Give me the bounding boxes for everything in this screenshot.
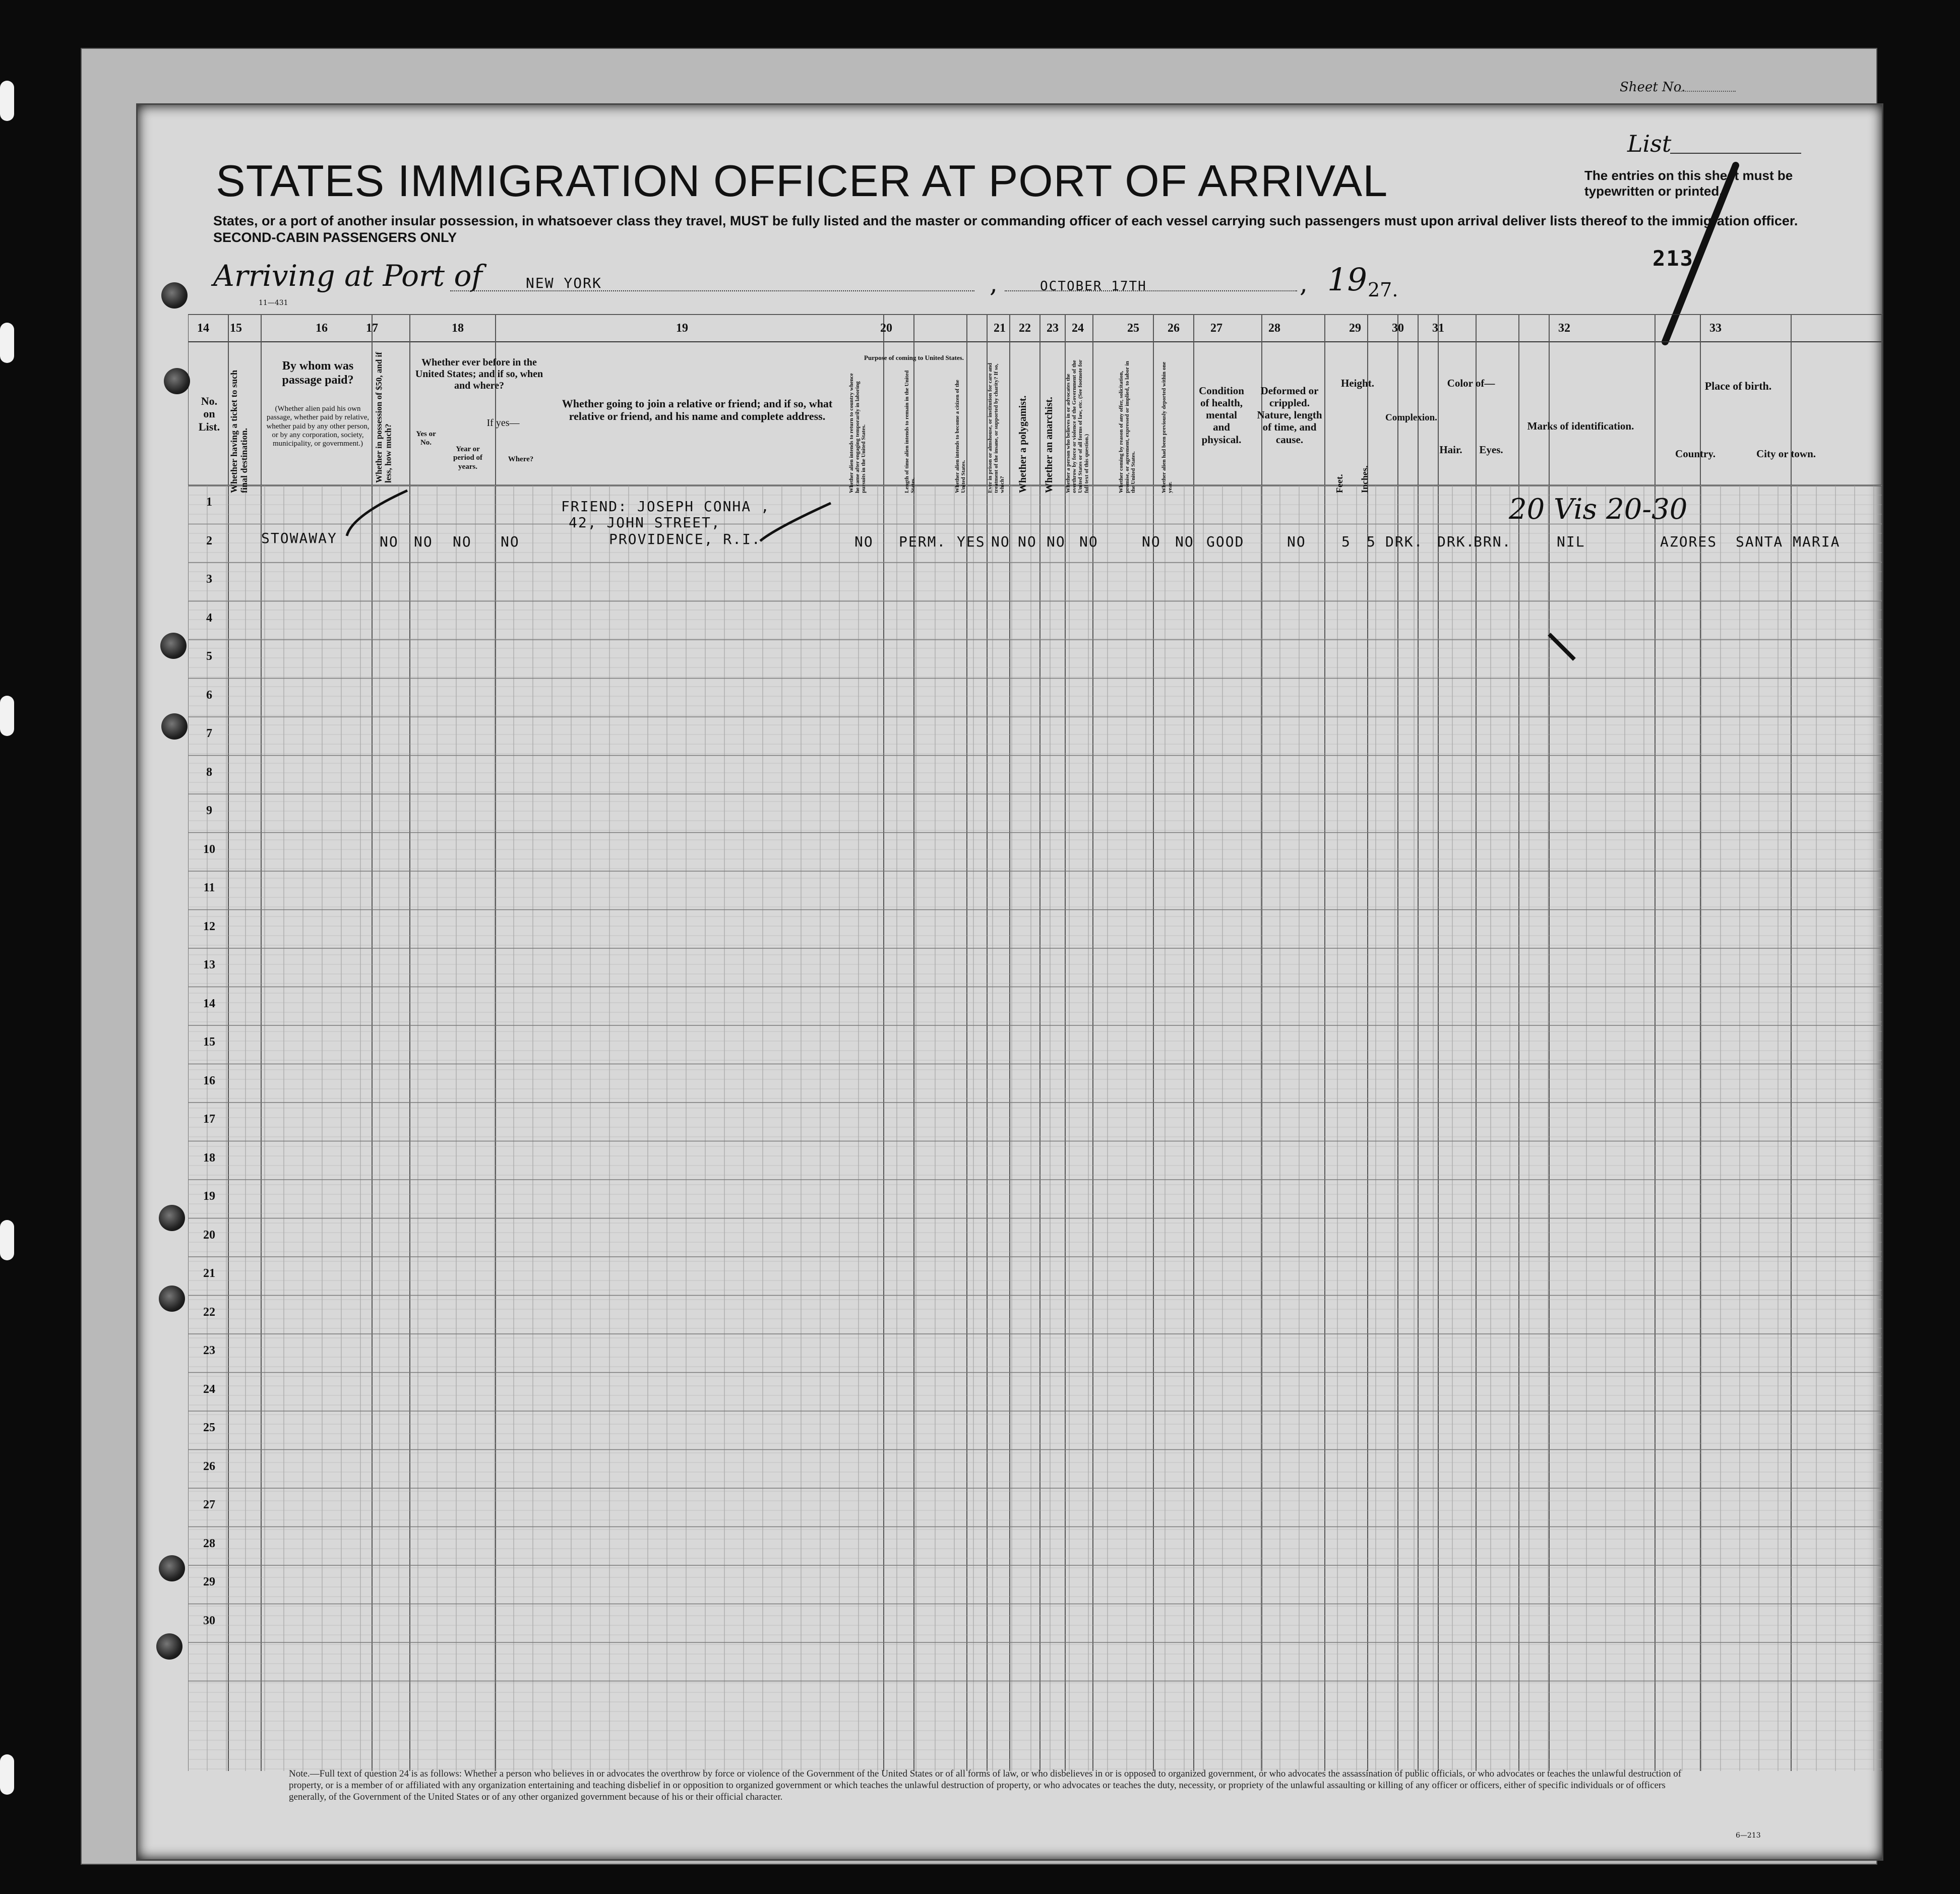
manifest-sheet xyxy=(136,80,1883,1861)
column-number: 28 xyxy=(1268,322,1280,335)
column-number: 27 xyxy=(1210,322,1222,335)
row-number: 17 xyxy=(203,1113,215,1126)
header-inches: Inches. xyxy=(1360,465,1370,493)
column-number: 24 xyxy=(1072,322,1084,335)
row-number: 15 xyxy=(203,1035,215,1049)
port-value: NEW YORK xyxy=(526,275,602,291)
header-anarchist: Whether an anarchist. xyxy=(1044,397,1055,493)
header-deformed: Deformed or crippled. Nature, length of time, and cause. xyxy=(1257,385,1322,446)
row-number: 25 xyxy=(203,1421,215,1434)
cell-before-yes-no: NO xyxy=(414,533,433,550)
header-return-intent: Whether alien intends to return to country whence he came after engaging temporarily in laboring pursuits in the United States. xyxy=(848,373,867,493)
column-number: 30 xyxy=(1392,322,1404,335)
row-number: 13 xyxy=(203,958,215,971)
list-line xyxy=(1670,153,1801,154)
date-value: OCTOBER 17TH xyxy=(1040,279,1147,294)
binder-tab xyxy=(0,1220,14,1260)
row-number: 12 xyxy=(203,920,215,933)
cell-citizen: YES xyxy=(957,533,986,550)
header-passage-paid: By whom was passage paid? xyxy=(282,359,354,387)
handwritten-annotation: 20 Vis 20-30 xyxy=(1509,493,1688,526)
row-number: 14 xyxy=(203,997,215,1010)
row-number: 10 xyxy=(203,842,215,856)
year-suffix: 27. xyxy=(1368,279,1398,301)
row-number: 28 xyxy=(203,1537,215,1550)
sheet-no-line xyxy=(1675,91,1736,92)
sheet-no-label: Sheet No. xyxy=(1620,80,1686,95)
header-hair: Hair. xyxy=(1439,444,1462,456)
header-complexion: Complexion. xyxy=(1385,412,1437,423)
header-possession: Whether in possession of $50, and if less, how much? xyxy=(374,352,393,483)
punch-hole xyxy=(161,713,188,740)
cell-deported: NO xyxy=(1175,533,1194,550)
column-number: 26 xyxy=(1168,322,1180,335)
header-before-us: Whether ever before in the United States; and if so, when and where? xyxy=(415,357,543,391)
header-passage-paid-note: (Whether alien paid his own passage, whether paid by relative, whether paid by any other person, or by any corporation, society, municipality, or government.) xyxy=(266,405,370,448)
header-where: Where? xyxy=(508,455,534,463)
cell-before-year: NO xyxy=(453,533,472,550)
cell-deformed: NO xyxy=(1287,533,1306,550)
header-length-stay: Length of time alien intends to remain in the United States. xyxy=(904,370,916,493)
punch-hole xyxy=(159,1286,185,1312)
check-mark xyxy=(755,498,836,548)
cell-passage-paid: STOWAWAY xyxy=(261,530,337,546)
row-number: 16 xyxy=(203,1074,215,1087)
header-place-of-birth: Place of birth. xyxy=(1704,380,1772,392)
row-number: 18 xyxy=(203,1151,215,1165)
row-number: 22 xyxy=(203,1305,215,1319)
row-number: 3 xyxy=(206,573,212,586)
comma: , xyxy=(1300,269,1308,298)
header-overthrow: Whether a person who believes in or advocates the overthrow by force or violence of the Government of the United States or of all forms of law, etc. (See footnote for full text of this question.) xyxy=(1065,359,1090,493)
cell-polygamist: NO xyxy=(1018,533,1037,550)
cell-anarchist: NO xyxy=(1047,533,1066,550)
check-mark xyxy=(342,485,412,541)
cell-inches: 5 xyxy=(1367,533,1376,550)
punch-hole xyxy=(159,1205,185,1231)
comma: , xyxy=(990,269,998,298)
column-number: 19 xyxy=(676,322,688,335)
manifest-grid xyxy=(188,314,1882,1771)
header-labor-offer: Whether coming by reason of any offer, solicitation, promise, or agreement, expressed or implied, to labor in the United States. xyxy=(1118,361,1137,493)
punch-hole xyxy=(159,1555,185,1581)
cell-overthrow: NO xyxy=(1079,533,1098,550)
header-city: City or town. xyxy=(1756,448,1816,460)
row-number: 6 xyxy=(206,688,212,702)
header-yes-no: Yes or No. xyxy=(416,430,436,447)
punch-hole xyxy=(160,633,187,659)
column-number: 31 xyxy=(1432,322,1444,335)
cell-prison: NO xyxy=(991,533,1010,550)
form-instructions: States, or a port of another insular possession, in whatsoever class they travel, MUST be fully listed and the master or commanding officer of each vessel carrying such passengers must upon arrival deliver lists thereof to the immigration officer. xyxy=(213,213,1798,228)
row-number: 24 xyxy=(203,1382,215,1396)
column-number: 17 xyxy=(366,322,378,335)
column-number: 29 xyxy=(1349,322,1361,335)
cell-health: GOOD xyxy=(1206,533,1245,550)
year-prefix: 19 xyxy=(1327,261,1367,298)
cell-marks: NIL xyxy=(1557,533,1585,550)
row-number: 29 xyxy=(203,1575,215,1588)
row-number: 2 xyxy=(206,534,212,547)
ink-mark xyxy=(1544,629,1584,669)
arriving-label: Arriving at Port of xyxy=(213,259,482,293)
cell-labor-offer: NO xyxy=(1142,533,1161,550)
cell-return-intent: NO xyxy=(854,533,874,550)
cell-eyes: BRN. xyxy=(1474,533,1512,550)
header-prison: Ever in prison or almshouse, or institution for care and treatment of the insane, or supported by charity? If so, which? xyxy=(987,362,1006,493)
header-deported: Whether alien had been previously deported within one year. xyxy=(1161,361,1174,493)
row-number: 4 xyxy=(206,611,212,625)
binder-tab xyxy=(0,696,14,736)
punch-hole xyxy=(156,1633,182,1660)
header-color: Color of— xyxy=(1447,377,1495,389)
form-title: STATES IMMIGRATION OFFICER AT PORT OF ARRIVAL xyxy=(216,156,1388,206)
column-number: 16 xyxy=(316,322,328,335)
header-join-friend: Whether going to join a relative or friend; and if so, what relative or friend, and his name and complete address. xyxy=(562,397,833,423)
column-number: 21 xyxy=(994,322,1006,335)
column-number: 14 xyxy=(197,322,209,335)
cell-possession: NO xyxy=(380,533,399,550)
binder-tab xyxy=(0,1754,14,1795)
column-number: 22 xyxy=(1019,322,1031,335)
header-country: Country. xyxy=(1675,448,1716,460)
header-eyes: Eyes. xyxy=(1479,444,1503,456)
header-purpose: Purpose of coming to United States. xyxy=(864,354,964,361)
column-number: 23 xyxy=(1047,322,1059,335)
column-number: 33 xyxy=(1709,322,1722,335)
cell-hair: DRK. xyxy=(1437,533,1476,550)
column-number: 18 xyxy=(452,322,464,335)
binder-tab xyxy=(0,81,14,121)
row-number: 26 xyxy=(203,1459,215,1473)
header-marks: Marks of identification. xyxy=(1527,420,1634,432)
footnote: Note.—Full text of question 24 is as follows: Whether a person who believes in or advocates the overthrow by force or violence of the Government of the United States or of all forms of law, or who disbelieves in or is opposed to organized government, or who advocates the assassination of public officials, or who advocates or teaches the unlawful destruction of property, or is a member of or affiliated with any organization entertaining and teaching disbelief in or opposition to organized government or which teaches the unlawful destruction of property, or who advocates or teaches the duty, necessity, or propriety of the unlawful assaulting or killing of any officer or officers, either of specific individuals or of officers generally, of the Government of the United States or of any other organized government because of his or their official character. xyxy=(289,1768,1682,1802)
row-number: 30 xyxy=(203,1614,215,1627)
row-number: 27 xyxy=(203,1498,215,1511)
list-label: List xyxy=(1627,130,1672,157)
row-number: 23 xyxy=(203,1344,215,1357)
column-number: 20 xyxy=(880,322,892,335)
binder-tab xyxy=(0,323,14,363)
cell-before-where: NO xyxy=(501,533,520,550)
form-footer: 6—213 xyxy=(1736,1831,1761,1840)
cell-join-line1: FRIEND: JOSEPH CONHA , xyxy=(561,498,770,515)
row-number: 7 xyxy=(206,727,212,740)
row-number: 20 xyxy=(203,1228,215,1242)
entries-note: The entries on this sheet must be typewritten or printed. xyxy=(1584,168,1793,199)
row-number: 9 xyxy=(206,804,212,817)
cell-join-line3: PROVIDENCE, R.I. xyxy=(609,531,761,547)
row-number: 8 xyxy=(206,765,212,779)
header-health: Condition of health, mental and physical. xyxy=(1199,385,1244,446)
header-year: Year or period of years. xyxy=(453,445,482,471)
punch-hole xyxy=(164,368,190,394)
row-number: 1 xyxy=(206,496,212,509)
stamp-number: 213 xyxy=(1652,246,1694,271)
cell-complexion: DRK. xyxy=(1385,533,1424,550)
row-number: 5 xyxy=(206,650,212,663)
column-number: 25 xyxy=(1127,322,1139,335)
cell-country: AZORES xyxy=(1660,533,1718,550)
cell-feet: 5 xyxy=(1341,533,1351,550)
row-number: 21 xyxy=(203,1267,215,1280)
header-feet: Feet. xyxy=(1334,474,1344,493)
cell-city: SANTA MARIA xyxy=(1736,533,1841,550)
punch-hole xyxy=(161,282,188,309)
header-no-on-list: No. on List. xyxy=(198,395,220,433)
header-polygamist: Whether a polygamist. xyxy=(1017,395,1028,493)
header-ticket: Whether having a ticket to such final destination. xyxy=(229,370,249,493)
row-number: 19 xyxy=(203,1190,215,1203)
header-if-yes: If yes— xyxy=(486,417,520,429)
column-number: 15 xyxy=(230,322,242,335)
form-code: 11—431 xyxy=(259,299,288,307)
form-class: SECOND-CABIN PASSENGERS ONLY xyxy=(213,230,457,245)
cell-join-line2: 42, JOHN STREET, xyxy=(569,514,721,531)
column-number: 32 xyxy=(1558,322,1570,335)
header-height: Height. xyxy=(1341,377,1374,389)
header-citizen: Whether alien intends to become a citizen of the United States. xyxy=(954,380,967,493)
row-number: 11 xyxy=(203,881,215,894)
cell-length-stay: PERM. xyxy=(899,533,947,550)
